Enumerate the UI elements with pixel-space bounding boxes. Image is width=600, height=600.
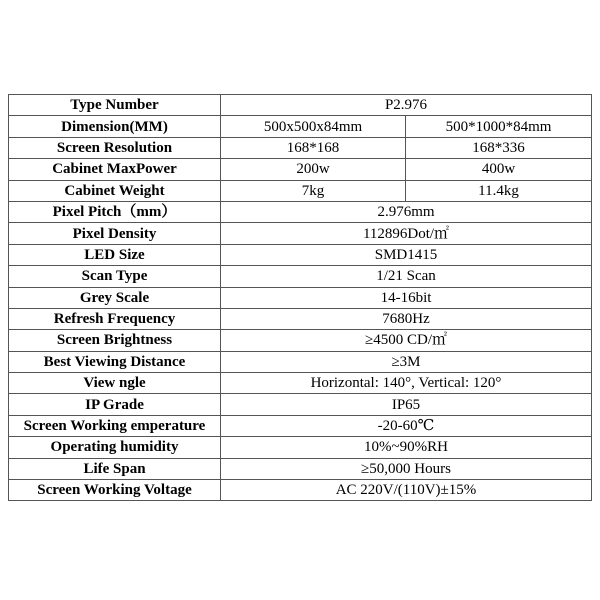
- table-row: [9, 394, 592, 415]
- spec-value-500x500: 200w: [221, 159, 406, 180]
- table-row: [9, 415, 592, 436]
- spec-label: Scan Type: [9, 266, 221, 287]
- spec-value: AC 220V/(110V)±15%: [221, 480, 592, 501]
- table-row: [9, 116, 592, 137]
- spec-value-500x1000: 500*1000*84mm: [406, 116, 592, 137]
- spec-label: Life Span: [9, 458, 221, 479]
- spec-label: Pixel Pitch（mm）: [9, 201, 221, 222]
- table-row: [9, 180, 592, 201]
- spec-label: View ngle: [9, 373, 221, 394]
- spec-value: ≥50,000 Hours: [221, 458, 592, 479]
- spec-value: Horizontal: 140°, Vertical: 120°: [221, 373, 592, 394]
- spec-value: ≥3M: [221, 351, 592, 372]
- spec-label: Screen Resolution: [9, 137, 221, 158]
- table-row: [9, 373, 592, 394]
- spec-label: IP Grade: [9, 394, 221, 415]
- spec-value: P2.976: [221, 95, 592, 116]
- spec-value: 112896Dot/㎡: [221, 223, 592, 244]
- table-row: [9, 159, 592, 180]
- table-row: [9, 480, 592, 501]
- spec-value: IP65: [221, 394, 592, 415]
- spec-value-500x500: 7kg: [221, 180, 406, 201]
- spec-label: Type Number: [9, 95, 221, 116]
- spec-value: -20-60℃: [221, 415, 592, 436]
- table-row: [9, 287, 592, 308]
- spec-value-500x500: 500x500x84mm: [221, 116, 406, 137]
- table-row: [9, 137, 592, 158]
- spec-label: Dimension(MM): [9, 116, 221, 137]
- table-row: [9, 201, 592, 222]
- table-row: [9, 266, 592, 287]
- spec-label: Screen Working emperature: [9, 415, 221, 436]
- table-row: [9, 244, 592, 265]
- spec-value: 7680Hz: [221, 308, 592, 329]
- table-row: [9, 223, 592, 244]
- spec-label: Grey Scale: [9, 287, 221, 308]
- spec-label: Best Viewing Distance: [9, 351, 221, 372]
- table-row: [9, 95, 592, 116]
- spec-label: LED Size: [9, 244, 221, 265]
- spec-table: [8, 94, 592, 501]
- spec-label: Pixel Density: [9, 223, 221, 244]
- spec-value: 10%~90%RH: [221, 437, 592, 458]
- spec-value-500x1000: 11.4kg: [406, 180, 592, 201]
- table-row: [9, 351, 592, 372]
- spec-label: Cabinet MaxPower: [9, 159, 221, 180]
- spec-label: Operating humidity: [9, 437, 221, 458]
- spec-label: Refresh Frequency: [9, 308, 221, 329]
- spec-value: SMD1415: [221, 244, 592, 265]
- spec-value: 1/21 Scan: [221, 266, 592, 287]
- spec-label: Screen Brightness: [9, 330, 221, 351]
- table-row: [9, 437, 592, 458]
- table-row: [9, 330, 592, 351]
- spec-value: ≥4500 CD/㎡: [221, 330, 592, 351]
- spec-label: Screen Working Voltage: [9, 480, 221, 501]
- spec-value: 14-16bit: [221, 287, 592, 308]
- spec-table-body: [9, 95, 592, 501]
- spec-value-500x500: 168*168: [221, 137, 406, 158]
- spec-value-500x1000: 400w: [406, 159, 592, 180]
- table-row: [9, 458, 592, 479]
- table-row: [9, 308, 592, 329]
- spec-label: Cabinet Weight: [9, 180, 221, 201]
- spec-value: 2.976mm: [221, 201, 592, 222]
- spec-value-500x1000: 168*336: [406, 137, 592, 158]
